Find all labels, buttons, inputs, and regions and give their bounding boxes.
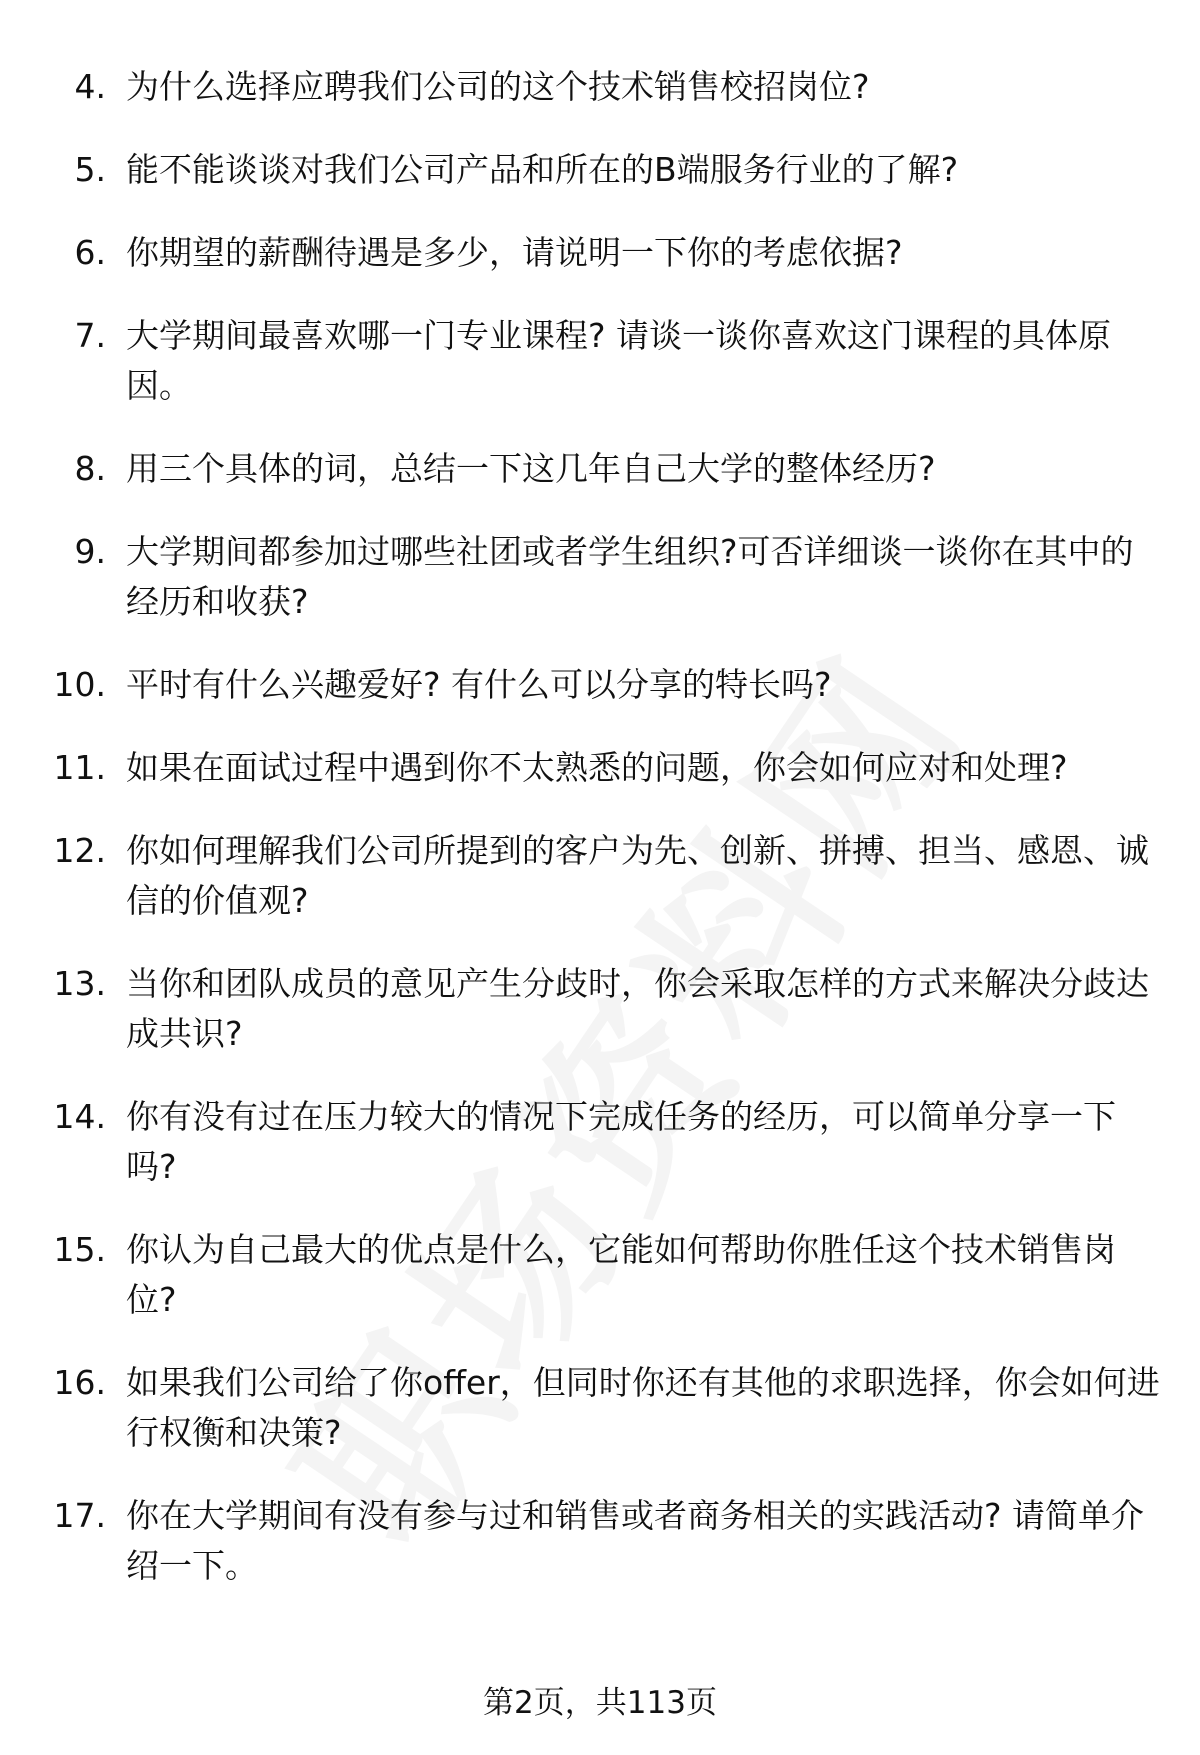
question-text: 大学期间都参加过哪些社团或者学生组织?可否详细谈一谈你在其中的经历和收获? xyxy=(126,532,1134,621)
question-text: 大学期间最喜欢哪一门专业课程? 请谈一谈你喜欢这门课程的具体原因。 xyxy=(126,316,1112,405)
question-number: 10. xyxy=(53,665,106,704)
question-number: 11. xyxy=(53,748,106,787)
question-item xyxy=(50,145,1160,195)
question-number: 6. xyxy=(74,233,106,272)
question-text: 你在大学期间有没有参与过和销售或者商务相关的实践活动? 请简单介绍一下。 xyxy=(126,1496,1145,1585)
question-text: 你有没有过在压力较大的情况下完成任务的经历，可以简单分享一下吗? xyxy=(126,1097,1116,1186)
question-item xyxy=(50,743,1160,793)
question-number: 9. xyxy=(74,532,106,571)
question-list xyxy=(50,62,1160,1624)
question-item xyxy=(50,660,1160,710)
question-text: 如果我们公司给了你offer，但同时你还有其他的求职选择，你会如何进行权衡和决策? xyxy=(126,1363,1160,1452)
question-number: 16. xyxy=(53,1363,106,1402)
question-item xyxy=(50,826,1160,926)
question-item xyxy=(50,527,1160,627)
question-text: 如果在面试过程中遇到你不太熟悉的问题，你会如何应对和处理? xyxy=(126,748,1068,787)
question-text: 你认为自己最大的优点是什么，它能如何帮助你胜任这个技术销售岗位? xyxy=(126,1230,1116,1319)
question-number: 5. xyxy=(74,150,106,189)
question-number: 14. xyxy=(53,1097,106,1136)
question-item xyxy=(50,1092,1160,1192)
question-number: 15. xyxy=(53,1230,106,1269)
question-item xyxy=(50,1225,1160,1325)
question-number: 7. xyxy=(74,316,106,355)
page-number-footer: 第2页，共113页 xyxy=(483,1685,717,1721)
question-text: 你如何理解我们公司所提到的客户为先、创新、拼搏、担当、感恩、诚信的价值观? xyxy=(126,831,1149,920)
question-item xyxy=(50,1358,1160,1458)
question-text: 为什么选择应聘我们公司的这个技术销售校招岗位? xyxy=(126,67,870,106)
question-item xyxy=(50,444,1160,494)
question-item xyxy=(50,228,1160,278)
question-text: 当你和团队成员的意见产生分歧时，你会采取怎样的方式来解决分歧达成共识? xyxy=(126,964,1149,1053)
question-number: 8. xyxy=(74,449,106,488)
question-number: 13. xyxy=(53,964,106,1003)
question-text: 能不能谈谈对我们公司产品和所在的B端服务行业的了解? xyxy=(126,150,959,189)
question-text: 平时有什么兴趣爱好? 有什么可以分享的特长吗? xyxy=(126,665,832,704)
question-number: 4. xyxy=(74,67,106,106)
question-number: 12. xyxy=(53,831,106,870)
question-item xyxy=(50,959,1160,1059)
question-number: 17. xyxy=(53,1496,106,1535)
question-text: 你期望的薪酬待遇是多少，请说明一下你的考虑依据? xyxy=(126,233,903,272)
question-item xyxy=(50,1491,1160,1591)
question-item xyxy=(50,62,1160,112)
question-text: 用三个具体的词，总结一下这几年自己大学的整体经历? xyxy=(126,449,936,488)
question-item xyxy=(50,311,1160,411)
